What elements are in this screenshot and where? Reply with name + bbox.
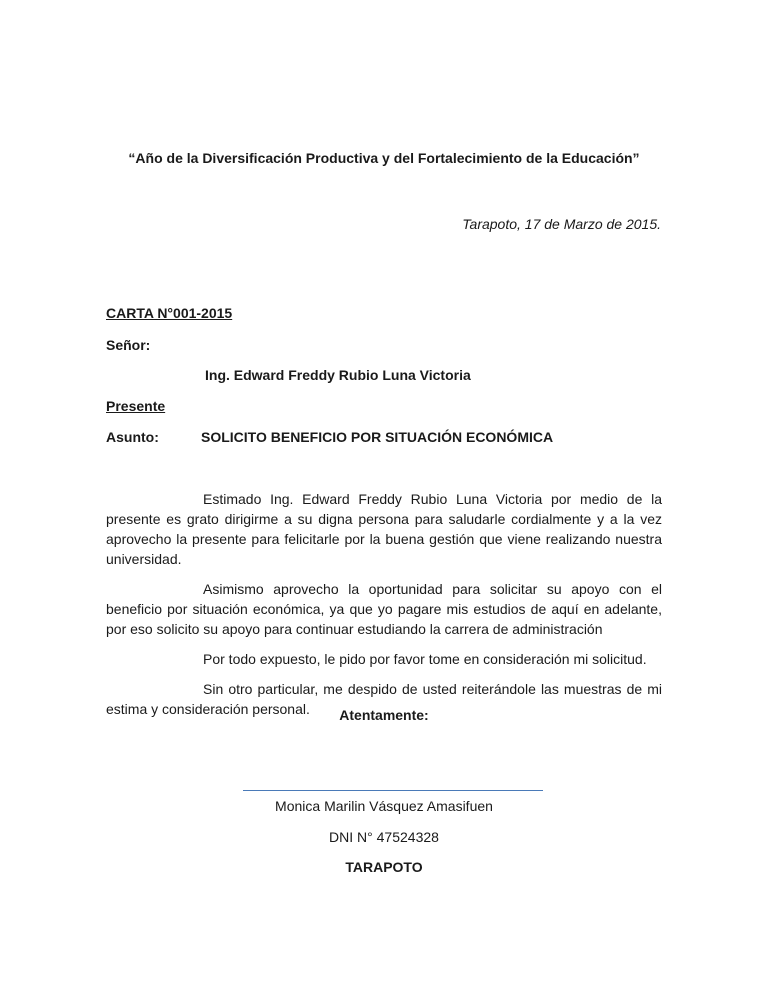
subject-text: SOLICITO BENEFICIO POR SITUACIÓN ECONÓMICA xyxy=(201,429,554,445)
body-paragraph-greeting: Estimado Ing. Edward Freddy Rubio Luna Victoria por medio de la presente es grato dirigirme a su digna persona para saludarle cordialmente y a la vez aprovecho la presente para felicitarle por la buena gestión que viene realizando nuestra universidad. xyxy=(106,491,662,567)
letter-number: CARTA N°001-2015 xyxy=(106,305,233,321)
signer-name: Monica Marilin Vásquez Amasifuen xyxy=(275,798,493,814)
closing-text: Atentamente: xyxy=(339,707,429,723)
signer-dni: DNI N° 47524328 xyxy=(329,829,439,845)
subject-label: Asunto: xyxy=(106,429,159,445)
body-paragraph-farewell: Sin otro particular, me despido de usted reiterándole las muestras de mi estima y consideración personal. xyxy=(106,681,662,717)
year-motto: “Año de la Diversificación Productiva y del Fortalecimiento de la Educación” xyxy=(128,150,640,166)
body-paragraph-consideration: Por todo expuesto, le pido por favor tome en consideración mi solicitud. xyxy=(203,651,647,667)
signature-line xyxy=(243,790,543,791)
salutation: Señor: xyxy=(106,337,151,353)
letter-date: Tarapoto, 17 de Marzo de 2015. xyxy=(462,216,661,232)
presente-label: Presente xyxy=(106,398,166,414)
body-paragraph-request: Asimismo aprovecho la oportunidad para solicitar su apoyo con el beneficio por situación económica, ya que yo pagare mis estudios de aquí en adelante, por eso solicito su apoyo para continuar estudiando la carrera de administración xyxy=(106,581,662,637)
letter-body xyxy=(106,489,662,729)
recipient-name: Ing. Edward Freddy Rubio Luna Victoria xyxy=(205,367,471,383)
signer-city: TARAPOTO xyxy=(345,859,423,875)
